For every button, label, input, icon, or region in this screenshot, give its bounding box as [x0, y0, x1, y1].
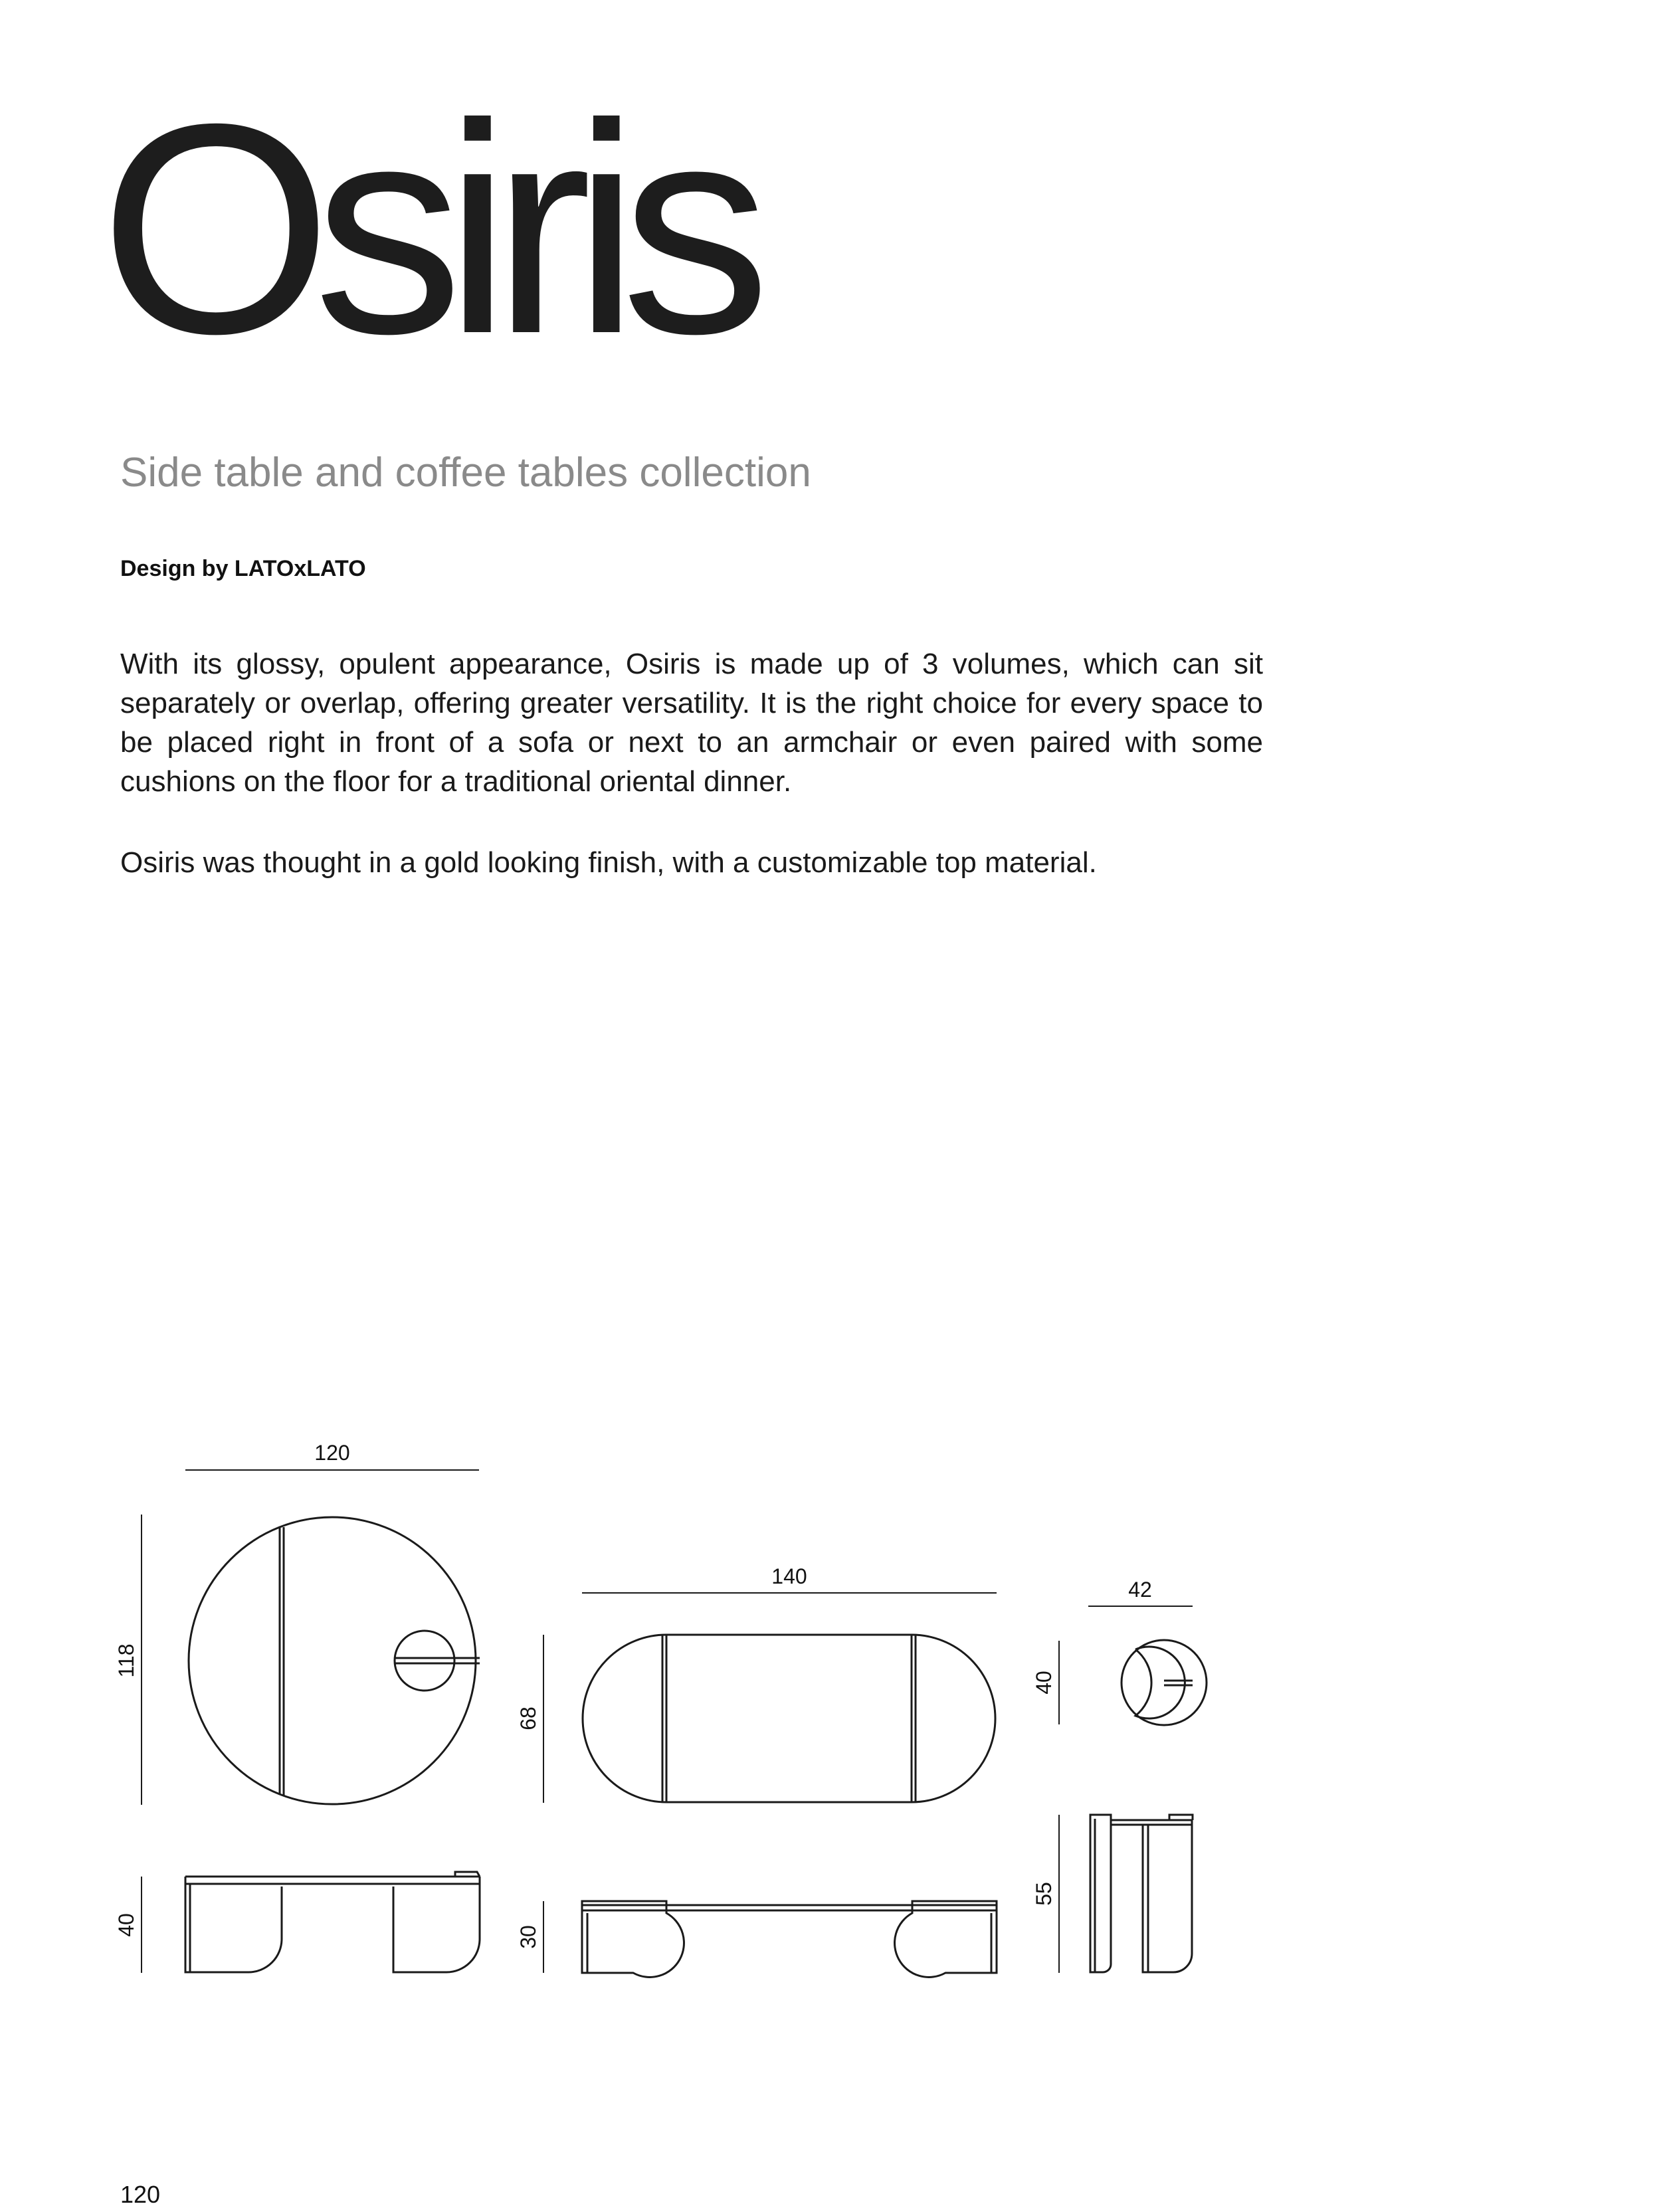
page-number: 120 — [120, 2181, 161, 2208]
oval-table-depth-label: 68 — [516, 1706, 540, 1730]
round-table-depth-label: 118 — [114, 1643, 138, 1678]
side-table-width-label: 42 — [1128, 1578, 1152, 1602]
round-table-elevation-view — [185, 1872, 480, 1972]
description-paragraph-1: With its glossy, opulent appearance, Osiris is made up of 3 volumes, which can sit separately or overlap, offering greater versatility. It is the right choice for every space to be placed right in front of a sofa or next to an armchair or even paired with some cushions on the floor for a traditional oriental dinner. — [120, 648, 1263, 798]
side-table-depth-label: 40 — [1032, 1671, 1056, 1695]
round-table-plan-view — [189, 1517, 480, 1804]
product-title: Osiris — [100, 62, 752, 396]
oval-table-width-label: 140 — [771, 1564, 807, 1588]
round-table-height-label: 40 — [114, 1913, 138, 1937]
oval-table-elevation-view — [582, 1901, 997, 1977]
round-table-width-label: 120 — [314, 1441, 350, 1465]
side-table-height-label: 55 — [1032, 1882, 1056, 1906]
product-subtitle: Side table and coffee tables collection — [120, 450, 811, 496]
side-table-elevation-view — [1090, 1815, 1193, 1972]
oval-table-plan-view — [583, 1635, 995, 1802]
description-paragraph-2: Osiris was thought in a gold looking finish, with a customizable top material. — [120, 846, 1097, 879]
side-table-plan-view — [1122, 1640, 1207, 1725]
oval-table-height-label: 30 — [516, 1925, 540, 1949]
designer-credit: Design by LATOxLATO — [120, 556, 366, 581]
